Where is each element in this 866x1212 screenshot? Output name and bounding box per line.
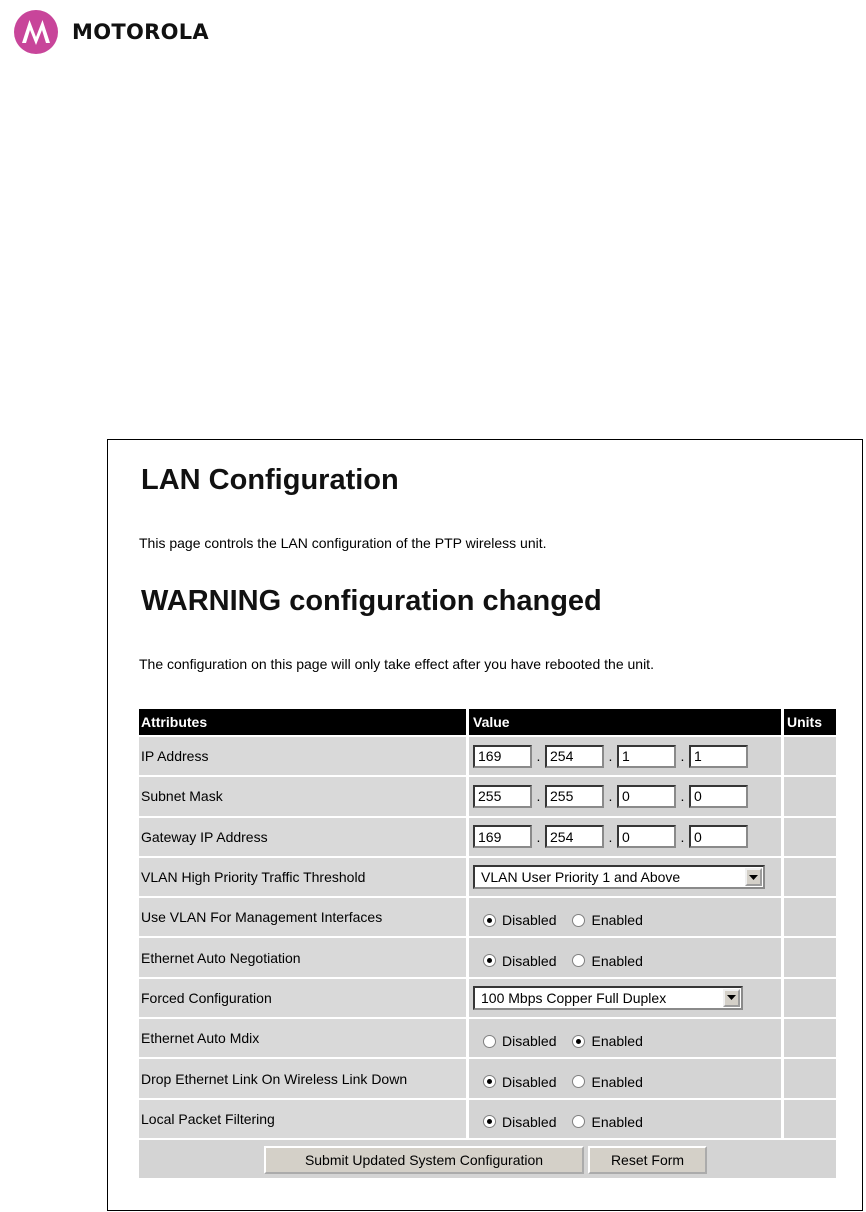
forced-config-units <box>784 979 836 1017</box>
vlan-mgmt-disabled-label: Disabled <box>502 912 557 929</box>
auto-mdix-radio-group <box>473 1027 653 1049</box>
vlan-threshold-units <box>784 858 836 896</box>
drop-link-value <box>469 1059 781 1097</box>
row-vlan-threshold <box>139 858 836 898</box>
subnet-mask-octet-4[interactable] <box>689 785 748 808</box>
gateway-octet-1[interactable] <box>473 825 532 848</box>
row-auto-mdix <box>139 1019 836 1059</box>
lan-configuration-panel <box>107 439 863 1211</box>
chevron-down-icon[interactable] <box>723 989 740 1007</box>
page-title: LAN Configuration <box>141 464 399 496</box>
forced-config-value <box>469 979 781 1017</box>
drop-link-label: Drop Ethernet Link On Wireless Link Down <box>139 1059 466 1097</box>
drop-link-units <box>784 1059 836 1097</box>
subnet-mask-label: Subnet Mask <box>139 777 466 815</box>
table-header <box>139 709 836 737</box>
form-actions <box>139 1140 836 1178</box>
auto-negotiation-enabled-radio[interactable] <box>572 954 585 967</box>
vlan-mgmt-units <box>784 898 836 936</box>
packet-filtering-label: Local Packet Filtering <box>139 1100 466 1138</box>
vlan-mgmt-radio-group <box>473 906 653 928</box>
packet-filtering-enabled-label: Enabled <box>591 1113 643 1130</box>
vlan-threshold-value <box>469 858 781 896</box>
brand-header <box>14 10 209 54</box>
subnet-mask-units <box>784 777 836 815</box>
header-value: Value <box>469 709 781 735</box>
brand-name: MOTOROLA <box>72 20 209 44</box>
ip-address-value: 169 . 254 . 1 . 1 <box>469 737 781 775</box>
row-auto-negotiation <box>139 938 836 978</box>
gateway-octet-2[interactable] <box>545 825 604 848</box>
packet-filtering-units <box>784 1100 836 1138</box>
vlan-mgmt-enabled-radio[interactable] <box>572 914 585 927</box>
row-gateway <box>139 818 836 858</box>
packet-filtering-disabled-radio[interactable] <box>483 1115 496 1128</box>
forced-config-selected: 100 Mbps Copper Full Duplex <box>481 989 667 1006</box>
auto-mdix-disabled-label: Disabled <box>502 1033 557 1050</box>
row-ip-address <box>139 737 836 777</box>
motorola-batwing-icon <box>14 10 58 54</box>
auto-negotiation-disabled-radio[interactable] <box>483 954 496 967</box>
ip-address-label: IP Address <box>139 737 466 775</box>
auto-negotiation-units <box>784 938 836 976</box>
auto-mdix-units <box>784 1019 836 1057</box>
auto-negotiation-label: Ethernet Auto Negotiation <box>139 938 466 976</box>
auto-negotiation-radio-group <box>473 947 653 969</box>
ip-address-units <box>784 737 836 775</box>
lan-config-table <box>139 709 836 1178</box>
auto-mdix-enabled-radio[interactable] <box>572 1035 585 1048</box>
reset-form-button[interactable]: Reset Form <box>588 1146 707 1174</box>
ip-address-octet-4[interactable] <box>689 745 748 768</box>
warning-title: WARNING configuration changed <box>141 585 602 617</box>
drop-link-radio-group <box>473 1068 653 1090</box>
vlan-mgmt-label: Use VLAN For Management Interfaces <box>139 898 466 936</box>
warning-text: The configuration on this page will only take effect after you have rebooted the unit. <box>139 656 654 672</box>
header-attributes: Attributes <box>139 709 466 735</box>
row-drop-link <box>139 1059 836 1099</box>
auto-negotiation-value <box>469 938 781 976</box>
page-intro: This page controls the LAN configuration of the PTP wireless unit. <box>139 535 547 551</box>
ip-address-octet-2[interactable] <box>545 745 604 768</box>
packet-filtering-enabled-radio[interactable] <box>572 1115 585 1128</box>
drop-link-enabled-radio[interactable] <box>572 1075 585 1088</box>
row-vlan-mgmt <box>139 898 836 938</box>
header-units: Units <box>784 709 836 735</box>
vlan-mgmt-value <box>469 898 781 936</box>
ip-address-octet-1[interactable] <box>473 745 532 768</box>
row-subnet-mask <box>139 777 836 817</box>
drop-link-enabled-label: Enabled <box>591 1073 643 1090</box>
auto-negotiation-enabled-label: Enabled <box>591 952 643 969</box>
packet-filtering-radio-group <box>473 1108 653 1130</box>
submit-configuration-button[interactable]: Submit Updated System Configuration <box>264 1146 584 1174</box>
row-packet-filtering <box>139 1100 836 1140</box>
gateway-octet-4[interactable] <box>689 825 748 848</box>
row-forced-config <box>139 979 836 1019</box>
auto-negotiation-disabled-label: Disabled <box>502 952 557 969</box>
chevron-down-icon[interactable] <box>745 868 762 886</box>
forced-config-label: Forced Configuration <box>139 979 466 1017</box>
gateway-label: Gateway IP Address <box>139 818 466 856</box>
vlan-threshold-select[interactable] <box>473 865 765 889</box>
drop-link-disabled-radio[interactable] <box>483 1075 496 1088</box>
vlan-mgmt-enabled-label: Enabled <box>591 912 643 929</box>
auto-mdix-enabled-label: Enabled <box>591 1033 643 1050</box>
packet-filtering-disabled-label: Disabled <box>502 1113 557 1130</box>
gateway-units <box>784 818 836 856</box>
vlan-mgmt-disabled-radio[interactable] <box>483 914 496 927</box>
vlan-threshold-selected: VLAN User Priority 1 and Above <box>481 869 681 886</box>
ip-address-octet-3[interactable] <box>617 745 676 768</box>
forced-config-select[interactable] <box>473 986 743 1010</box>
auto-mdix-value <box>469 1019 781 1057</box>
subnet-mask-value: 255 . 255 . 0 . 0 <box>469 777 781 815</box>
subnet-mask-octet-1[interactable] <box>473 785 532 808</box>
vlan-threshold-label: VLAN High Priority Traffic Threshold <box>139 858 466 896</box>
packet-filtering-value <box>469 1100 781 1138</box>
auto-mdix-disabled-radio[interactable] <box>483 1035 496 1048</box>
auto-mdix-label: Ethernet Auto Mdix <box>139 1019 466 1057</box>
gateway-value: 169 . 254 . 0 . 0 <box>469 818 781 856</box>
subnet-mask-octet-2[interactable] <box>545 785 604 808</box>
gateway-octet-3[interactable] <box>617 825 676 848</box>
drop-link-disabled-label: Disabled <box>502 1073 557 1090</box>
subnet-mask-octet-3[interactable] <box>617 785 676 808</box>
